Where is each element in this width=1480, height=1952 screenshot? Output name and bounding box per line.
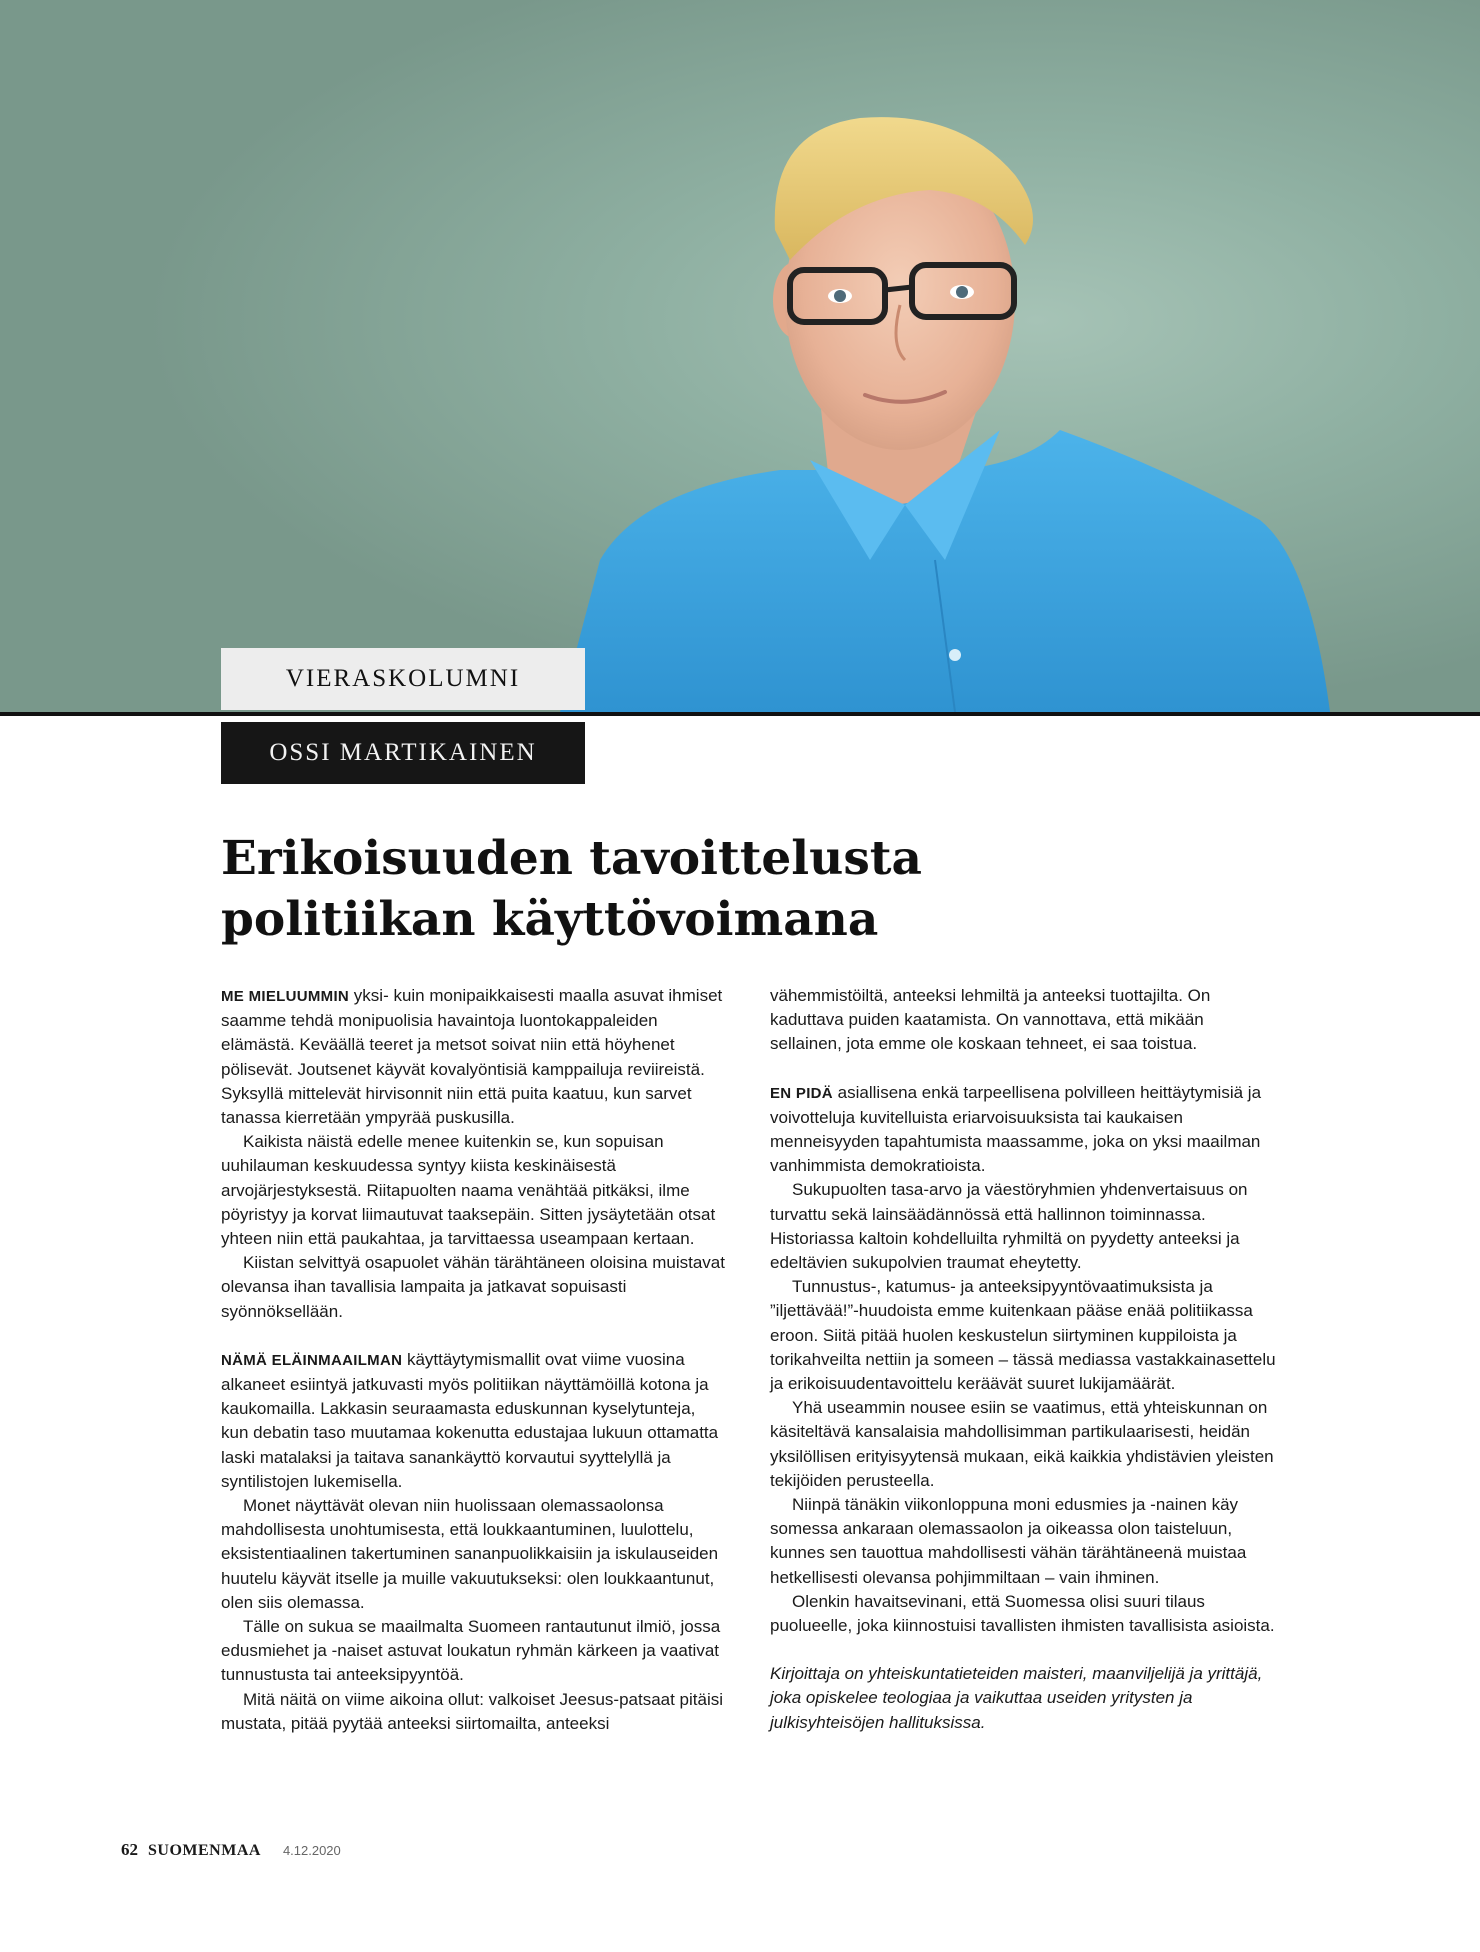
- paragraph: Mitä näitä on viime aikoina ollut: valkoiset Jeesus-patsaat pitäisi mustata, pitää pyytää anteeksi siirtomailta, anteeksi: [221, 1689, 724, 1733]
- paragraph: Tälle on sukua se maailmalta Suomeen rantautunut ilmiö, jossa edusmiehet ja -naiset astuvat loukatun ryhmän kärkeen ja vaativat tunnustusta tai anteeksipyyntöä.: [221, 1617, 721, 1685]
- author-portrait-photo: [0, 0, 1480, 712]
- paragraph: Monet näyttävät olevan niin huolissaan olemassaolonsa mahdollisesta unohtumisesta, että loukkaantuminen, luulottelu, eksistentiaalinen takertuminen sananpuolikkaisiin ja iskulauseiden huutelu käyvät itselle ja muille vakuutukseksi: olen loukkaantunut, olen siis olemassa.: [221, 1496, 719, 1612]
- paragraph: Niinpä tänäkin viikonloppuna moni edusmies ja -nainen käy somessa ankaraan olemassaolon ja oikeassa olon taisteluun, kunnes sen tauottua mahdollisesti vähän tärähtäneenä muistaa hetkellisesti olevansa pohjimmiltaan – vain ihminen.: [770, 1495, 1247, 1587]
- paragraph-lead-in: EN PIDÄ: [770, 1084, 833, 1102]
- article-headline: [221, 828, 1271, 950]
- paragraph: Kaikista näistä edelle menee kuitenkin se, kun sopuisan uuhilauman keskuudessa syntyy kiista keskinäisestä arvojärjestyksestä. Riitapuolten naama venähtää pitkäksi, ilme pöyristyy ja korvat liimautuvat taaksepäin. Sitten jysäytetään otsat yhteen niin että paukahtaa, ja tarvittaessa useampaan kertaan.: [221, 1132, 716, 1249]
- author-bio: Kirjoittaja on yhteiskuntatieteiden maisteri, maanviljelijä ja yrittäjä, joka opiskelee teologiaa ja vaikuttaa useiden yritysten ja julkisyhteisöjen hallituksissa.: [770, 1664, 1263, 1732]
- paragraph-text: yksi- kuin monipaikkaisesti maalla asuvat ihmiset saamme tehdä monipuolisia havaintoja luontokappaleiden elämästä. Keväällä teeret ja metsot soivat niin että höyhenet pölisevät. Joutsenet käyvät kovalyöntisiä kamppailuja reviireistä. Syksyllä mittelevät hirvisonnit niin että puita kaatuu, kun sarvet tanassa kierretään ympyrää puskusilla.: [221, 986, 723, 1128]
- paragraph: vähemmistöiltä, anteeksi lehmiltä ja anteeksi tuottajilta. On kaduttava puiden kaatamista. On vannottava, että mikään sellainen, jota emme ole koskaan tehneet, ei saa toistua.: [770, 986, 1211, 1054]
- paragraph-lead-in: NÄMÄ ELÄINMAAILMAN: [221, 1351, 403, 1369]
- paragraph: Yhä useammin nousee esiin se vaatimus, että yhteiskunnan on käsiteltävä kansalaisia mahdollisimman partikulaarisesti, heidän yksilöllisen erityisyytensä mukaan, eikä kaikkia yhdistävien yleisten tekijöiden perusteella.: [770, 1398, 1274, 1490]
- author-name-label: OSSI MARTIKAINEN: [221, 722, 585, 784]
- page-footer: [121, 1840, 341, 1870]
- paragraph: [770, 1081, 1276, 1179]
- headline-line-1: Erikoisuuden tavoittelusta: [221, 831, 922, 886]
- paragraph: [221, 1348, 727, 1494]
- paragraph: Olenkin havaitsevinani, että Suomessa olisi suuri tilaus puolueelle, joka kiinnostuisi tavallisten ihmisten tavallisista asioista.: [770, 1591, 1275, 1636]
- column-category-label: VIERASKOLUMNI: [221, 648, 585, 710]
- magazine-name: SUOMENMAA: [148, 1842, 261, 1859]
- paragraph: Sukupuolten tasa-arvo ja väestöryhmien yhdenvertaisuus on turvattu sekä lainsäädännössä että hallinnon toiminnassa. Historiassa kaltoin kohdelluilta ryhmiltä on pyydetty anteeksi ja edeltävien sukupolvien traumat eheytetty.: [770, 1180, 1248, 1273]
- paragraph-text: asiallisena enkä tarpeellisena polvilleen heittäytymisiä ja voivotteluja kuvitelluista eriarvoisuuksista tai kaukaisen menneisyyden tapahtumista maassamme, joka on yksi maailman vanhimmista demokratioista.: [770, 1082, 1262, 1176]
- article-column-left: [221, 984, 727, 1736]
- issue-date: 4.12.2020: [282, 1843, 341, 1858]
- paragraph: Kiistan selvittyä osapuolet vähän tärähtäneen oloisina muistavat olevansa ihan tavallisia lampaita ja jatkavat sopuisasti syönnöksellään.: [221, 1253, 725, 1321]
- portrait-icon: [0, 0, 1480, 712]
- header-divider-rule: [0, 712, 1480, 716]
- paragraph-text: käyttäytymismallit ovat viime vuosina alkaneet esiintyä jatkuvasti myös politiikan näyttämöillä kotona ja kaukomailla. Lakkasin seuraamasta eduskunnan kyselytunteja, kun debatin taso muutamaa kokenutta edustajaa lukuun ottamatta laski matalaksi ja taitava sanankäyttö korvautui syyttelyllä ja syntilistojen lukemisella.: [221, 1349, 719, 1491]
- article-column-right: [770, 984, 1276, 1735]
- paragraph: Tunnustus-, katumus- ja anteeksipyyntövaatimuksista ja ”iljettävää!”-huudoista emme kuitenkaan pääse enää politiikassa eroon. Siitä pitää huolen keskustelun siirtyminen kuppiloista ja torikahveilta nettiin ja someen – tässä mediassa vastakkainasettelu ja erikoisuudentavoittelu keräävät suuret lukijamäärät.: [770, 1277, 1276, 1394]
- paragraph: [221, 984, 727, 1130]
- page-number: 62: [121, 1840, 138, 1859]
- paragraph-lead-in: ME MIELUUMMIN: [221, 988, 350, 1005]
- headline-line-2: politiikan käyttövoimana: [221, 892, 879, 947]
